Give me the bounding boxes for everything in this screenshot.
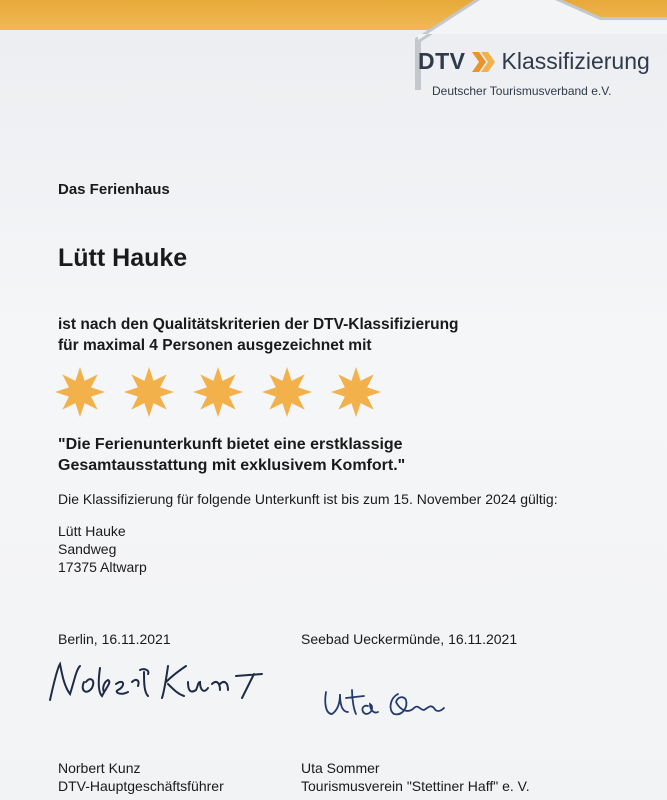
logo-wordmark: Klassifizierung — [501, 48, 650, 74]
signature-left-image — [40, 652, 270, 707]
house-roof-graphic — [0, 0, 667, 90]
address-line: Lütt Hauke — [58, 523, 126, 539]
property-address — [58, 522, 147, 576]
criteria-statement — [58, 314, 459, 356]
star-icon — [262, 367, 312, 417]
star-icon — [193, 367, 243, 417]
signer-right — [301, 759, 530, 795]
logo-subtitle: Deutscher Tourismusverband e.V. — [432, 84, 612, 98]
signature-right-image — [318, 680, 458, 730]
property-name: Lütt Hauke — [58, 244, 188, 272]
criteria-line-2: für maximal 4 Personen ausgezeichnet mit — [58, 337, 372, 354]
address-line: Sandweg — [58, 541, 117, 557]
star-icon — [55, 367, 105, 417]
signer-role: Tourismusverein "Stettiner Haff" e. V. — [301, 778, 530, 794]
signer-name: Uta Sommer — [301, 760, 380, 776]
signer-role: DTV-Hauptgeschäftsführer — [58, 778, 224, 794]
logo-brand: DTV — [418, 48, 466, 74]
star-icon — [124, 367, 174, 417]
place-date-left: Berlin, 16.11.2021 — [58, 631, 171, 647]
signer-name: Norbert Kunz — [58, 760, 141, 776]
double-chevron-icon — [472, 52, 496, 72]
classification-quote — [58, 434, 405, 476]
validity-statement: Die Klassifizierung für folgende Unterkunft ist bis zum 15. November 2024 gültig: — [58, 491, 558, 507]
dtv-logo — [418, 48, 650, 75]
quote-line-1: "Die Ferienunterkunft bietet eine erstklassige — [58, 436, 403, 453]
star-rating — [55, 367, 381, 417]
star-icon — [331, 367, 381, 417]
criteria-line-1: ist nach den Qualitätskriterien der DTV-Klassifizierung — [58, 316, 459, 333]
quote-line-2: Gesamtausstattung mit exklusivem Komfort." — [58, 457, 406, 474]
address-line: 17375 Altwarp — [58, 559, 147, 575]
place-date-right: Seebad Ueckermünde, 16.11.2021 — [301, 631, 518, 647]
signer-left — [58, 759, 224, 795]
document-type: Das Ferienhaus — [58, 181, 170, 198]
